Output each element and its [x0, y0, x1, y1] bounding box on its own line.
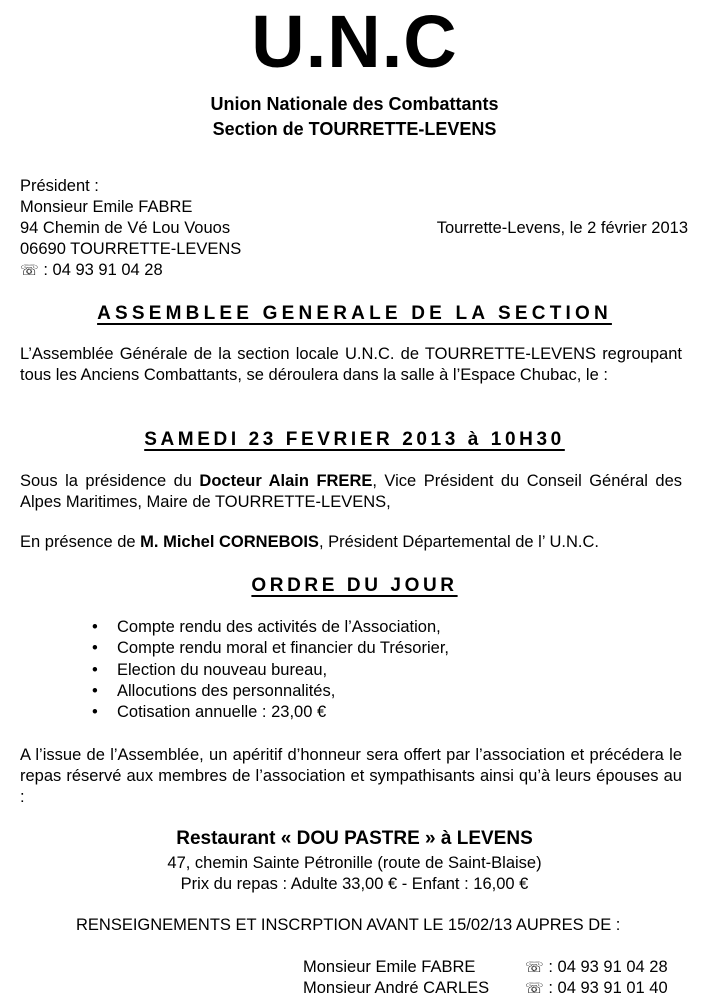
sender-address-line2: 06690 TOURRETTE-LEVENS: [20, 240, 242, 258]
telephone-icon: ☏: [525, 979, 544, 997]
assembly-title: [0, 302, 709, 326]
contact-name: Monsieur André CARLES: [303, 979, 490, 997]
telephone-icon: ☏: [20, 261, 39, 279]
org-name: Union Nationale des Combattants: [210, 94, 499, 114]
agenda-item-text: Cotisation annuelle : 23,00 €: [117, 703, 327, 722]
sender-phone: [20, 260, 163, 281]
agenda-title-text: ORDRE DU JOUR: [251, 575, 458, 596]
agenda-item: [92, 702, 449, 723]
presence-prefix: En présence de: [20, 533, 141, 551]
restaurant-address: 47, chemin Sainte Pétronille (route de Saint-Blaise): [167, 854, 542, 872]
unc-logo-title: U.N.C: [251, 0, 458, 83]
bullet-icon: •: [92, 660, 98, 679]
contact-phone-number: : 04 93 91 04 28: [548, 958, 668, 976]
agenda-item: [92, 617, 449, 638]
assembly-title-text: ASSEMBLEE GENERALE DE LA SECTION: [97, 303, 612, 324]
contact-name: Monsieur Emile FABRE: [303, 958, 476, 976]
contact-phone-number: : 04 93 91 01 40: [548, 979, 668, 997]
sender-role: Président :: [20, 177, 99, 195]
bullet-icon: •: [92, 639, 98, 658]
agenda-item-text: Allocutions des personnalités,: [117, 681, 336, 700]
bullet-icon: •: [92, 681, 98, 700]
agenda-list: [92, 617, 449, 723]
agenda-heading: [0, 574, 709, 598]
sender-phone-number: : 04 93 91 04 28: [43, 261, 163, 279]
agenda-item: [92, 660, 449, 681]
aperitif-paragraph: A l’issue de l’Assemblée, un apéritif d’honneur sera offert par l’association et précédera le repas réservé aux membres de l’association et sympathisants ainsi qu’à leurs épouses au :: [20, 746, 682, 806]
event-date-text: SAMEDI 23 FEVRIER 2013 à 10H30: [144, 429, 565, 450]
meal-price: Prix du repas : Adulte 33,00 € - Enfant : 16,00 €: [180, 875, 529, 893]
presidency-paragraph: [20, 471, 682, 513]
presence-suffix: , Président Départemental de l’ U.N.C.: [318, 533, 599, 551]
agenda-item-text: Election du nouveau bureau,: [117, 660, 328, 679]
presidency-name: Docteur Alain FRERE: [199, 472, 373, 490]
bullet-icon: •: [92, 618, 98, 636]
event-date-heading: [0, 428, 709, 452]
agenda-item-text: Compte rendu moral et financier du Trésorier,: [117, 639, 449, 658]
restaurant-name: Restaurant « DOU PASTRE » à LEVENS: [176, 828, 533, 849]
telephone-icon: ☏: [525, 958, 544, 976]
presidency-prefix: Sous la présidence du: [20, 472, 200, 490]
agenda-item: [92, 638, 449, 659]
contact-phone: [525, 978, 668, 999]
sender-address-line1: 94 Chemin de Vé Lou Vouos: [20, 219, 231, 237]
presence-paragraph: [20, 532, 682, 553]
agenda-item-text: Compte rendu des activités de l’Association,: [117, 618, 441, 636]
agenda-item: [92, 681, 449, 702]
registration-info: RENSEIGNEMENTS ET INSCRPTION AVANT LE 15/02/13 AUPRES DE :: [76, 916, 621, 934]
org-section: Section de TOURRETTE-LEVENS: [212, 119, 497, 139]
presidency-suffix: , Vice Président du Conseil Général des Alpes Maritimes, Maire de TOURRETTE-LEVENS,: [20, 472, 682, 511]
sender-name: Monsieur Emile FABRE: [20, 198, 193, 216]
contact-phone: [525, 957, 668, 978]
letter-date: Tourrette-Levens, le 2 février 2013: [436, 219, 688, 237]
intro-paragraph: L’Assemblée Générale de la section locale U.N.C. de TOURRETTE-LEVENS regroupant tous les Anciens Combattants, se déroulera dans la salle à l’Espace Chubac, le :: [20, 345, 682, 384]
presence-name: M. Michel CORNEBOIS: [140, 533, 319, 551]
bullet-icon: •: [92, 703, 98, 722]
